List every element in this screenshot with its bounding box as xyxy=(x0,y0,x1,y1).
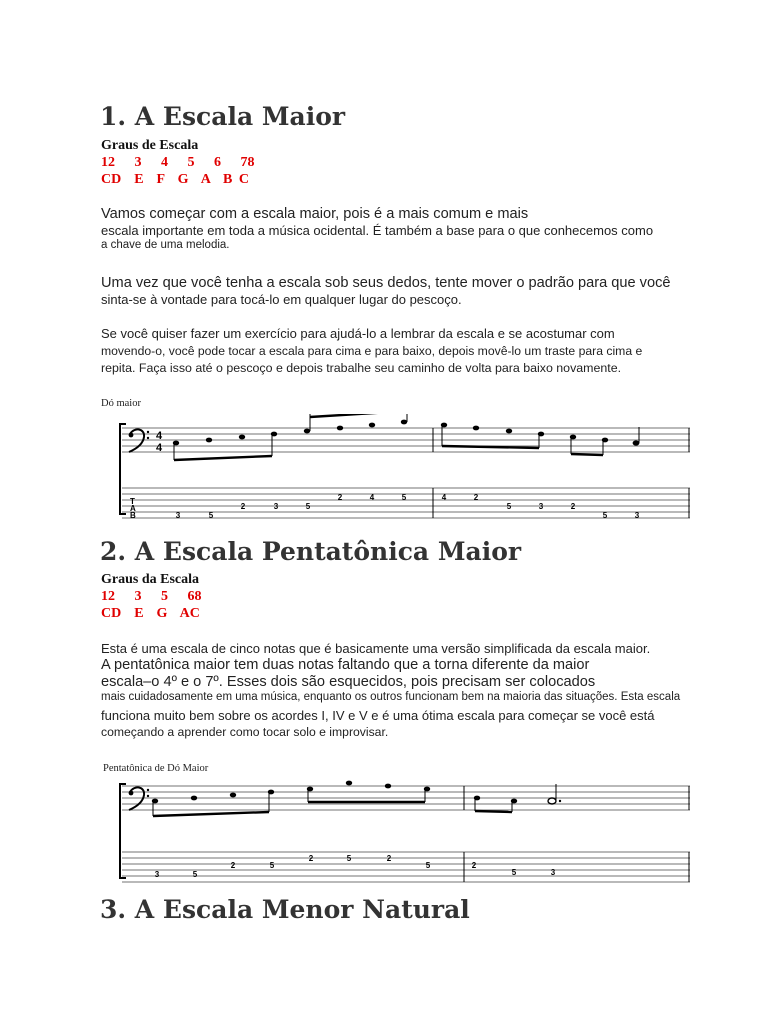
tab-number: 3 xyxy=(550,868,556,877)
tab-number: 5 xyxy=(192,870,198,879)
dot xyxy=(559,800,561,802)
tab-numbers xyxy=(176,493,640,520)
paragraph-line: escala importante em toda a música ocidental. É também a base para o que conhecemos como xyxy=(101,223,654,238)
bass-clef-icon xyxy=(129,429,150,452)
bass-clef-icon xyxy=(129,787,150,810)
barlines xyxy=(464,786,689,882)
scale-degrees: 12 3 5 68 xyxy=(101,589,202,604)
half-note xyxy=(548,798,556,804)
paragraph-line: a chave de uma melodia. xyxy=(101,239,230,251)
tab-number: 5 xyxy=(269,861,275,870)
note xyxy=(239,435,245,440)
tab-number: 5 xyxy=(208,511,214,520)
tab-label-b: B xyxy=(130,511,136,520)
note xyxy=(346,781,352,786)
paragraph-line: Esta é uma escala de cinco notas que é basicamente uma versão simplificada da escala maior. xyxy=(101,641,651,656)
paragraph-line: escala–o 4º e o 7º. Esses dois são esquecidos, pois precisam ser colocados xyxy=(101,674,596,690)
figure-caption: Dó maior xyxy=(101,398,141,409)
tab-number: 5 xyxy=(425,861,431,870)
staff xyxy=(122,786,690,810)
section-3-title: 3. A Escala Menor Natural xyxy=(100,895,470,924)
system-bracket xyxy=(120,424,126,514)
section-2-title: 2. A Escala Pentatônica Maior xyxy=(100,537,522,566)
tab-number: 5 xyxy=(305,502,311,511)
paragraph-line: funciona muito bem sobre os acordes I, IV e V e é uma ótima escala para começar se você está xyxy=(101,708,655,723)
beam xyxy=(174,456,272,460)
barlines xyxy=(433,428,689,518)
tab-label-a: A xyxy=(130,504,136,513)
paragraph-line: Uma vez que você tenha a escala sob seus dedos, tente mover o padrão para que você xyxy=(101,275,671,291)
tab-number: 5 xyxy=(602,511,608,520)
note xyxy=(506,429,512,434)
paragraph-line: A pentatônica maior tem duas notas faltando que a torna diferente da maior xyxy=(101,657,590,673)
note xyxy=(337,426,343,431)
time-signature-bottom: 4 xyxy=(156,442,163,454)
paragraph-line: Se você quiser fazer um exercício para ajudá-lo a lembrar da escala e se acostumar com xyxy=(101,326,615,341)
note xyxy=(401,420,407,425)
note xyxy=(230,793,236,798)
tab-number: 5 xyxy=(346,854,352,863)
beam xyxy=(475,811,512,812)
note xyxy=(633,440,640,445)
measure-1-notes xyxy=(173,420,407,446)
tab-number: 5 xyxy=(401,493,407,502)
tab-number: 4 xyxy=(369,493,375,502)
tab-number: 3 xyxy=(273,502,279,511)
figure-caption: Pentatônica de Dó Maior xyxy=(103,763,209,774)
tab-number: 2 xyxy=(240,502,246,511)
music-notation-c-major xyxy=(100,414,700,526)
beam xyxy=(153,812,269,816)
note xyxy=(206,438,212,443)
tab-staff xyxy=(122,852,690,882)
stems xyxy=(174,414,407,460)
tab-number: 2 xyxy=(386,854,392,863)
scale-degrees-heading: Graus de Escala xyxy=(101,138,199,153)
note xyxy=(369,423,375,428)
note xyxy=(473,426,479,431)
tab-number: 3 xyxy=(175,511,181,520)
paragraph-line: começando a aprender como tocar solo e improvisar. xyxy=(101,725,389,739)
paragraph-line: mais cuidadosamente em uma música, enquanto os outros funcionam bem na maioria das situações. Esta escala xyxy=(101,691,681,703)
section-1-title: 1. A Escala Maior xyxy=(100,102,346,131)
paragraph-line: repita. Faça isso até o pescoço e depois trabalhe seu caminho de volta para baixo novamente. xyxy=(101,361,622,375)
measure-2-notes xyxy=(474,796,561,804)
tab-number: 5 xyxy=(511,868,517,877)
beam xyxy=(571,454,603,455)
scale-notes: CD E G AC xyxy=(101,606,200,621)
scale-degrees-heading: Graus da Escala xyxy=(101,572,200,587)
tab-number: 2 xyxy=(570,502,576,511)
scale-degrees: 12 3 4 5 6 78 xyxy=(101,155,255,170)
tab-number: 5 xyxy=(506,502,512,511)
tab-number: 2 xyxy=(471,861,477,870)
note xyxy=(191,796,197,801)
tab-number: 3 xyxy=(538,502,544,511)
tab-number: 4 xyxy=(441,493,447,502)
tab-number: 3 xyxy=(154,870,160,879)
note xyxy=(304,429,310,434)
scale-notes: CD E F G A B C xyxy=(101,172,249,187)
note xyxy=(385,784,391,789)
music-notation-c-major-pentatonic xyxy=(100,774,700,886)
tab-number: 2 xyxy=(337,493,343,502)
paragraph-line: sinta-se à vontade para tocá-lo em qualquer lugar do pescoço. xyxy=(101,292,462,307)
tab-number: 2 xyxy=(230,861,236,870)
tab-number: 3 xyxy=(634,511,640,520)
time-signature-top: 4 xyxy=(156,430,163,442)
tab-number: 2 xyxy=(473,493,479,502)
paragraph-line: Vamos começar com a escala maior, pois é a mais comum e mais xyxy=(101,206,529,222)
paragraph-line: movendo-o, você pode tocar a escala para cima e para baixo, depois movê-lo um traste para cima e xyxy=(101,344,643,358)
beam xyxy=(310,414,407,417)
tab-label-t: T xyxy=(130,497,135,506)
tab-number: 2 xyxy=(308,854,314,863)
